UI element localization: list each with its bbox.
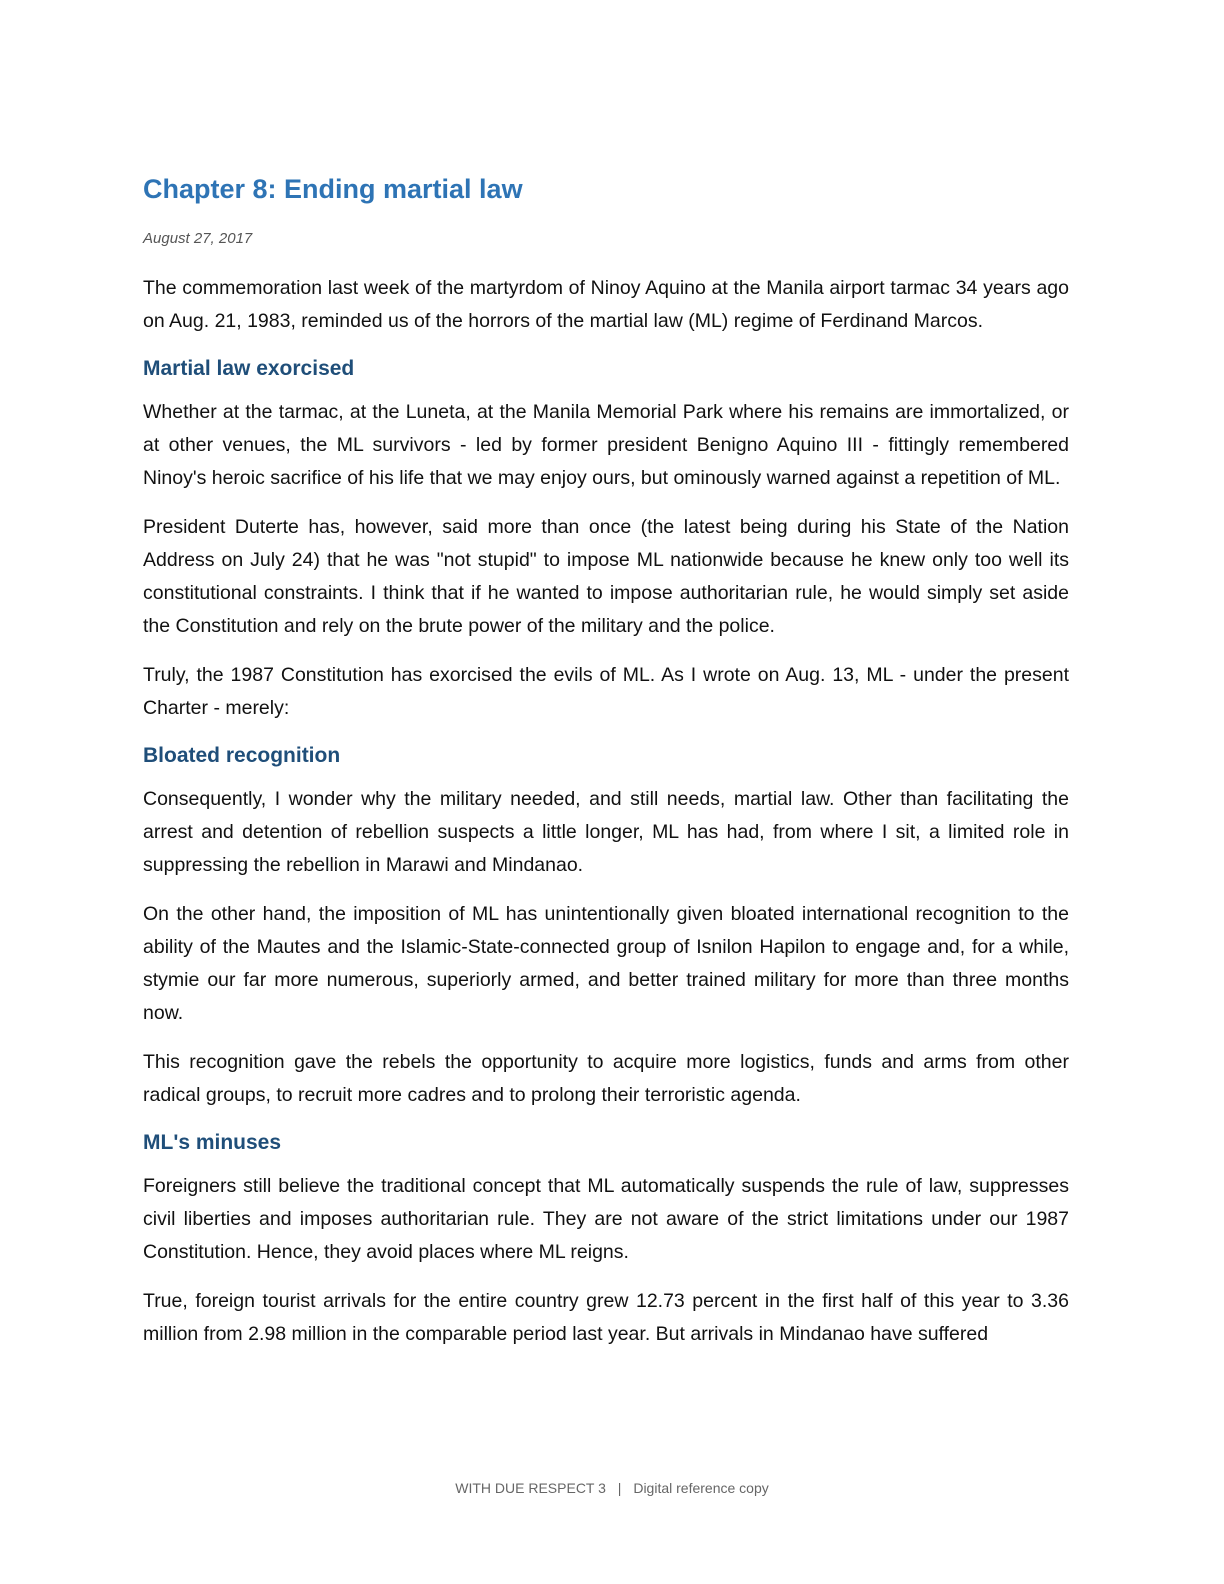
footer-separator: |	[617, 1480, 622, 1496]
section-heading: ML's minuses	[143, 1131, 282, 1154]
paragraph: On the other hand, the imposition of ML has unintentionally given bloated international recognition to the ability of the Mautes and the Islamic-State-connected group of Isnilon Hapilon to engage and, for a while, stymie our far more numerous, superiorly armed, and better trained military for more than three months now.	[143, 903, 1069, 1024]
page-footer	[0, 1478, 1224, 1498]
section-heading: Martial law exorcised	[143, 357, 355, 380]
section-ml-minuses	[143, 1128, 1069, 1351]
paragraph: Whether at the tarmac, at the Luneta, at the Manila Memorial Park where his remains are immortalized, or at other venues, the ML survivors - led by former president Benigno Aquino III - fittingly remembered Ninoy's heroic sacrifice of his life that we may enjoy ours, but ominously warned against a repetition of ML.	[143, 401, 1069, 489]
paragraph: True, foreign tourist arrivals for the entire country grew 12.73 percent in the first half of this year to 3.36 million from 2.98 million in the comparable period last year. But arrivals in Mindanao have suffered	[143, 1290, 1069, 1345]
chapter-title: Chapter 8: Ending martial law	[143, 174, 523, 204]
paragraph: This recognition gave the rebels the opportunity to acquire more logistics, funds and arms from other radical groups, to recruit more cadres and to prolong their terroristic agenda.	[143, 1051, 1069, 1106]
section-heading: Bloated recognition	[143, 744, 341, 767]
publication-date: August 27, 2017	[143, 230, 253, 247]
footer-note: Digital reference copy	[633, 1480, 769, 1496]
section-martial-law-exorcised	[143, 354, 1069, 725]
intro-paragraph: The commemoration last week of the martyrdom of Ninoy Aquino at the Manila airport tarmac 34 years ago on Aug. 21, 1983, reminded us of the horrors of the martial law (ML) regime of Ferdinand Marcos.	[143, 277, 1069, 332]
paragraph: Foreigners still believe the traditional concept that ML automatically suspends the rule of law, suppresses civil liberties and imposes authoritarian rule. They are not aware of the strict limitations under our 1987 Constitution. Hence, they avoid places where ML reigns.	[143, 1175, 1069, 1263]
footer-running-title: WITH DUE RESPECT 3	[455, 1480, 606, 1496]
paragraph: Consequently, I wonder why the military needed, and still needs, martial law. Other than facilitating the arrest and detention of rebellion suspects a little longer, ML has had, from where I sit, a limited role in suppressing the rebellion in Marawi and Mindanao.	[143, 788, 1069, 876]
paragraph: Truly, the 1987 Constitution has exorcised the evils of ML. As I wrote on Aug. 13, ML - under the present Charter - merely:	[143, 664, 1069, 719]
page-content	[143, 168, 1069, 1351]
section-bloated-recognition	[143, 741, 1069, 1112]
paragraph: President Duterte has, however, said more than once (the latest being during his State of the Nation Address on July 24) that he was "not stupid" to impose ML nationwide because he knew only too well its constitutional constraints. I think that if he wanted to impose authoritarian rule, he would simply set aside the Constitution and rely on the brute power of the military and the police.	[143, 516, 1069, 637]
